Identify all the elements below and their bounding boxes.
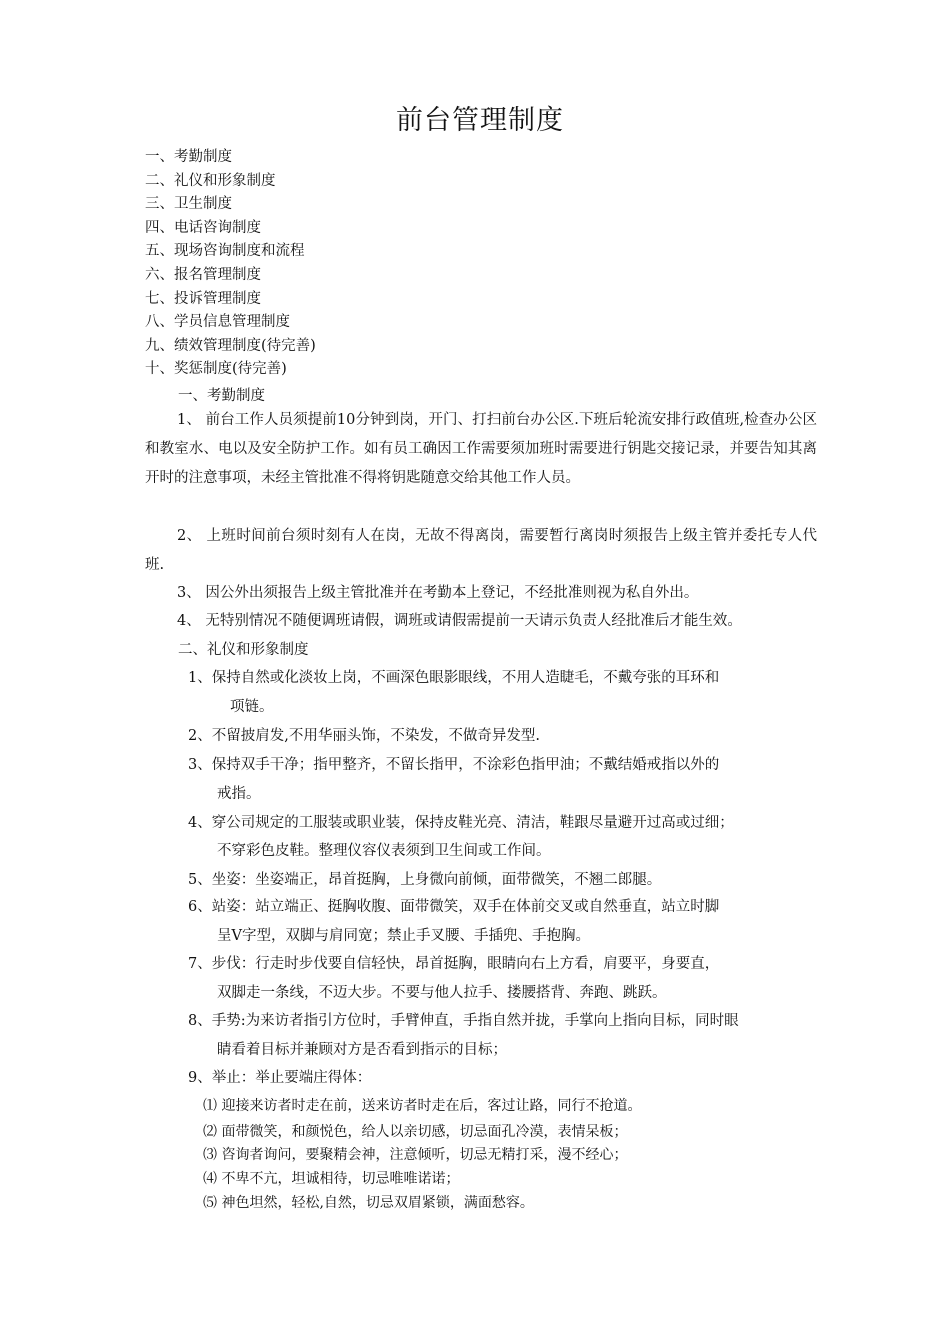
toc-item: 五、现场咨询制度和流程 (145, 243, 305, 260)
conduct-subitem-5: ⑸ 神色坦然，轻松,自然，切忌双眉紧锁，满面愁容。 (203, 1195, 534, 1211)
table-of-contents (145, 146, 545, 382)
etiquette-item-8-cont: 睛看着目标并兼顾对方是否看到指示的目标； (217, 1042, 507, 1058)
section-heading-attendance: 一、考勤制度 (178, 388, 265, 404)
toc-item: 七、投诉管理制度 (145, 290, 261, 307)
etiquette-item-6-cont: 呈V字型，双脚与肩同宽；禁止手叉腰、手插兜、手抱胸。 (217, 928, 590, 944)
etiquette-item-4-cont: 不穿彩色皮鞋。整理仪容仪表须到卫生间或工作间。 (217, 843, 551, 859)
attendance-item-3: 3、 因公外出须报告上级主管批准并在考勤本上登记，不经批准则视为私自外出。 (177, 585, 699, 601)
etiquette-item-1: 1、保持自然或化淡妆上岗，不画深色眼影眼线，不用人造睫毛，不戴夸张的耳环和 (188, 670, 720, 686)
toc-item: 六、报名管理制度 (145, 266, 261, 283)
toc-item: 八、学员信息管理制度 (145, 314, 290, 331)
toc-item: 一、考勤制度 (145, 149, 232, 165)
section-heading-etiquette: 二、礼仪和形象制度 (178, 642, 309, 658)
etiquette-item-9: 9、举止：举止要端庄得体： (188, 1070, 372, 1086)
page-title: 前台管理制度 (396, 105, 564, 136)
conduct-subitem-3: ⑶ 咨询者询问，要聚精会神，注意倾听，切忌无精打采，漫不经心； (203, 1147, 628, 1163)
conduct-subitem-2: ⑵ 面带微笑，和颜悦色，给人以亲切感，切忌面孔冷漠，表情呆板； (203, 1124, 628, 1140)
conduct-subitem-4: ⑷ 不卑不亢，坦诚相待，切忌唯唯诺诺； (203, 1171, 460, 1187)
attendance-item-1: 1、 前台工作人员须提前10分钟到岗，开门、打扫前台办公区.下班后轮流安排行政值班,检查办公区和教室水、电以及安全防护工作。如有员工确因工作需要须加班时需要进行钥匙交接记录，并要告知其离开时的注意事项，未经主管批准不得将钥匙随意交给其他工作人员。 (145, 412, 817, 486)
toc-item: 四、电话咨询制度 (145, 219, 261, 236)
toc-item: 二、礼仪和形象制度 (145, 172, 276, 189)
etiquette-item-6: 6、站姿：站立端正、挺胸收腹、面带微笑，双手在体前交叉或自然垂直，站立时脚 (188, 899, 720, 915)
etiquette-item-7-cont: 双脚走一条线，不迈大步。不要与他人拉手、搂腰搭背、奔跑、跳跃。 (217, 985, 667, 1001)
etiquette-item-8: 8、手势:为来访者指引方位时，手臂伸直，手指自然并拢，手掌向上指向目标，同时眼 (188, 1013, 739, 1029)
etiquette-item-5: 5、坐姿：坐姿端正，昂首挺胸，上身微向前倾，面带微笑，不翘二郎腿。 (188, 872, 662, 888)
etiquette-item-4: 4、穿公司规定的工服装或职业装，保持皮鞋光亮、清洁，鞋跟尽量避开过高或过细； (188, 815, 734, 831)
etiquette-item-3-cont: 戒指。 (217, 786, 261, 802)
attendance-item-4: 4、 无特别情况不随便调班请假，调班或请假需提前一天请示负责人经批准后才能生效。 (177, 613, 742, 629)
toc-item: 九、绩效管理制度(待完善) (145, 337, 316, 354)
etiquette-item-2: 2、不留披肩发,不用华丽头饰，不染发，不做奇异发型. (188, 728, 540, 744)
etiquette-item-3: 3、保持双手干净；指甲整齐，不留长指甲，不涂彩色指甲油；不戴结婚戒指以外的 (188, 757, 720, 773)
toc-item: 三、卫生制度 (145, 196, 232, 213)
conduct-subitem-1: ⑴ 迎接来访者时走在前，送来访者时走在后，客过让路，同行不抢道。 (203, 1098, 642, 1114)
etiquette-item-7: 7、步伐：行走时步伐要自信轻快，昂首挺胸，眼睛向右上方看，肩要平，身要直， (188, 956, 720, 972)
toc-item: 十、奖惩制度(待完善) (145, 361, 287, 378)
attendance-item-2: 2、 上班时间前台须时刻有人在岗，无故不得离岗，需要暂行离岗时须报告上级主管并委托专人代班. (145, 528, 817, 573)
etiquette-item-1-cont: 项链。 (230, 699, 274, 715)
